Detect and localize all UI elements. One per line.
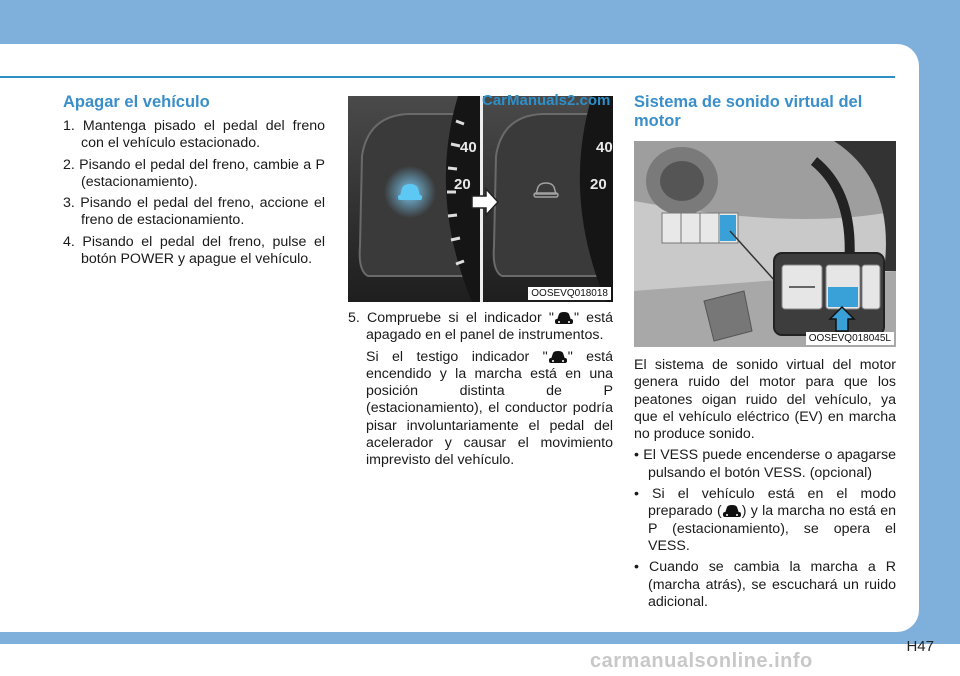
gauge-label-20-right: 20 xyxy=(590,176,607,193)
vess-illustration xyxy=(634,141,896,347)
middle-column xyxy=(348,96,613,470)
right-column xyxy=(634,93,896,611)
cluster-illustration xyxy=(348,96,613,302)
section-title-apagar: Apagar el vehículo xyxy=(63,93,210,111)
car-ready-icon xyxy=(722,504,742,518)
step-4: 4. Pisando el pedal del freno, pulse el botón POWER y apague el vehículo. xyxy=(63,233,325,268)
note-text-b: " está encendido y la marcha está en una posición distinta de P (estacionamiento), el conductor podría pisar involuntariamente el pedal del acelerador y causar el movimiento imprevisto del vehículo. xyxy=(366,348,614,469)
bullet-2-text-a: • Si el vehículo está en el modo preparado ( xyxy=(634,486,896,520)
header-rule xyxy=(0,76,895,78)
left-column xyxy=(63,93,325,268)
section-title-vess: Sistema de sonido virtual del motor xyxy=(634,93,863,130)
step-5-text-a: 5. Compruebe si el indicador " xyxy=(348,310,554,326)
cluster-figure xyxy=(348,96,613,302)
car-ready-icon xyxy=(554,311,574,325)
shutdown-steps xyxy=(63,118,325,268)
page-number: H47 xyxy=(906,638,934,655)
watermark: CarManuals2.com xyxy=(482,92,611,109)
footer-band xyxy=(0,632,960,644)
car-ready-icon xyxy=(548,350,568,364)
note-text-a: Si el testigo indicador " xyxy=(366,348,548,365)
step-3: 3. Pisando el pedal del freno, accione el freno de estacionamiento. xyxy=(63,195,325,229)
step-5 xyxy=(348,310,613,345)
gauge-label-40-left: 40 xyxy=(460,139,477,156)
bullet-2-text-b: ) y la marcha no está en P (estacionamiento), se opera el VESS. xyxy=(648,503,896,554)
vess-figure xyxy=(634,141,896,347)
gauge-label-40-right: 40 xyxy=(596,139,613,156)
footer-brand: carmanualsonline.info xyxy=(590,650,813,672)
step-1: 1. Mantenga pisado el pedal del freno con el vehículo estacionado. xyxy=(63,118,325,152)
vess-bullets xyxy=(634,447,896,611)
step-5-text-b: " está apagado en el panel de instrumentos. xyxy=(366,310,614,344)
gauge-label-20-left: 20 xyxy=(454,176,471,193)
step-2: 2. Pisando el pedal del freno, cambie a P (estacionamiento). xyxy=(63,156,325,190)
vess-intro: El sistema de sonido virtual del motor genera ruido del motor para que los peatones oigan ruido del vehículo, ya que el vehículo eléctrico (EV) en marcha no produce sonido. xyxy=(634,357,896,443)
figure-code-cluster: OOSEVQ018018 xyxy=(528,287,611,300)
bullet-1: • El VESS puede encenderse o apagarse pulsando el botón VESS. (opcional) xyxy=(634,447,896,481)
bullet-3: • Cuando se cambia la marcha a R (marcha atrás), se escuchará un ruido adicional. xyxy=(634,559,896,610)
bullet-2 xyxy=(634,486,896,555)
figure-code-vess: OOSEVQ018045L xyxy=(806,332,894,345)
ready-warning-note xyxy=(348,349,613,470)
